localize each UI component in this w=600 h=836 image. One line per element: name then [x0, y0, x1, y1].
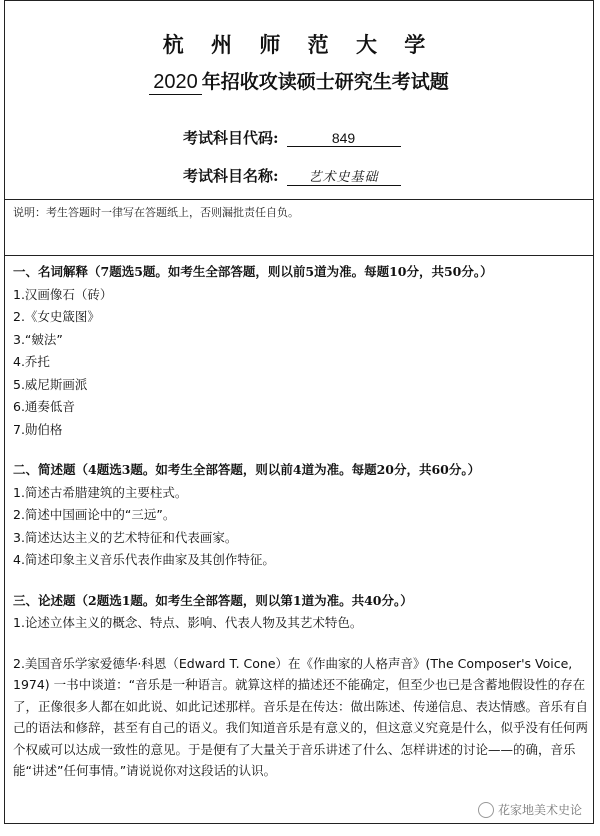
watermark	[478, 801, 582, 819]
university-name: 杭 州 师 范 大 学	[162, 32, 436, 57]
exam-paper	[4, 0, 594, 824]
subject-name-label: 考试科目名称:	[183, 167, 279, 185]
question-item: 6.通奏低音	[13, 399, 75, 414]
section-heading: 一、名词解释（7题选5题。如考生全部答题，则以前5道为准。每题10分，共50分。）	[13, 264, 493, 279]
exam-title-text: 年招收攻读硕士研究生考试题	[201, 71, 449, 93]
questions	[13, 261, 589, 782]
watermark-text: 花家地美术史论	[497, 802, 582, 817]
question-item: 3.简述达达主义的艺术特征和代表画家。	[13, 529, 238, 545]
exam-title	[5, 67, 593, 95]
question-item: 7.勋伯格	[13, 421, 63, 437]
question-item: 1.简述古希腊建筑的主要柱式。	[13, 484, 188, 500]
question-item: 2.《女史箴图》	[13, 309, 100, 324]
wechat-icon	[478, 802, 494, 818]
question-item: 2.简述中国画论中的“三远”。	[13, 507, 176, 522]
question-item: 4.乔托	[13, 354, 50, 369]
subject-code-value: 849	[287, 130, 401, 147]
question-item: 4.简述印象主义音乐代表作曲家及其创作特征。	[13, 552, 275, 567]
subject-name-value: 艺术史基础	[287, 166, 401, 186]
exam-header	[5, 1, 593, 201]
section-heading: 二、简述题（4题选3题。如考生全部答题，则以前4道为准。每题20分，共60分。）	[13, 462, 481, 477]
exam-year: 2020	[149, 71, 202, 95]
subject-name-field	[183, 165, 401, 186]
question-item: 5.威尼斯画派	[13, 376, 88, 392]
section-heading: 三、论述题（2题选1题。如考生全部答题，则以第1道为准。共40分。）	[13, 592, 413, 608]
divider	[5, 199, 593, 200]
subject-code-label: 考试科目代码:	[183, 129, 279, 147]
question-item: 1.论述立体主义的概念、特点、影响、代表人物及其艺术特色。	[13, 615, 363, 630]
instruction-note: 说明：考生答题时一律写在答题纸上，否则漏批责任自负。	[13, 206, 299, 219]
subject-code-field	[183, 127, 401, 148]
question-item: 1.汉画像石（砖）	[13, 286, 113, 302]
divider	[5, 255, 593, 256]
question-item: 3.“皴法”	[13, 331, 63, 347]
question-paragraph: 2.美国音乐学家爱德华·科恩（Edward T. Cone）在《作曲家的人格声音》(The Composer's Voice, 1974) 一书中谈道：“音乐是一种语言。就算这样的描述还不能确定，但至少也已是含蓄地假设性的存在了，正像很多人都在如此说、如此记述那样。音乐是在传达：做出陈述、传递信息、表达情感。音乐有自己的语法和修辞，甚至有自己的语义。我们知道音乐是有意义的，但这意义究竟是什么，似乎没有任何两个权威可以达成一致性的意见。于是便有了大量关于音乐讲述了什么、怎样讲述的讨论——的确，音乐能“讲述”任何事情。”请说说你对这段话的认识。	[13, 655, 589, 778]
